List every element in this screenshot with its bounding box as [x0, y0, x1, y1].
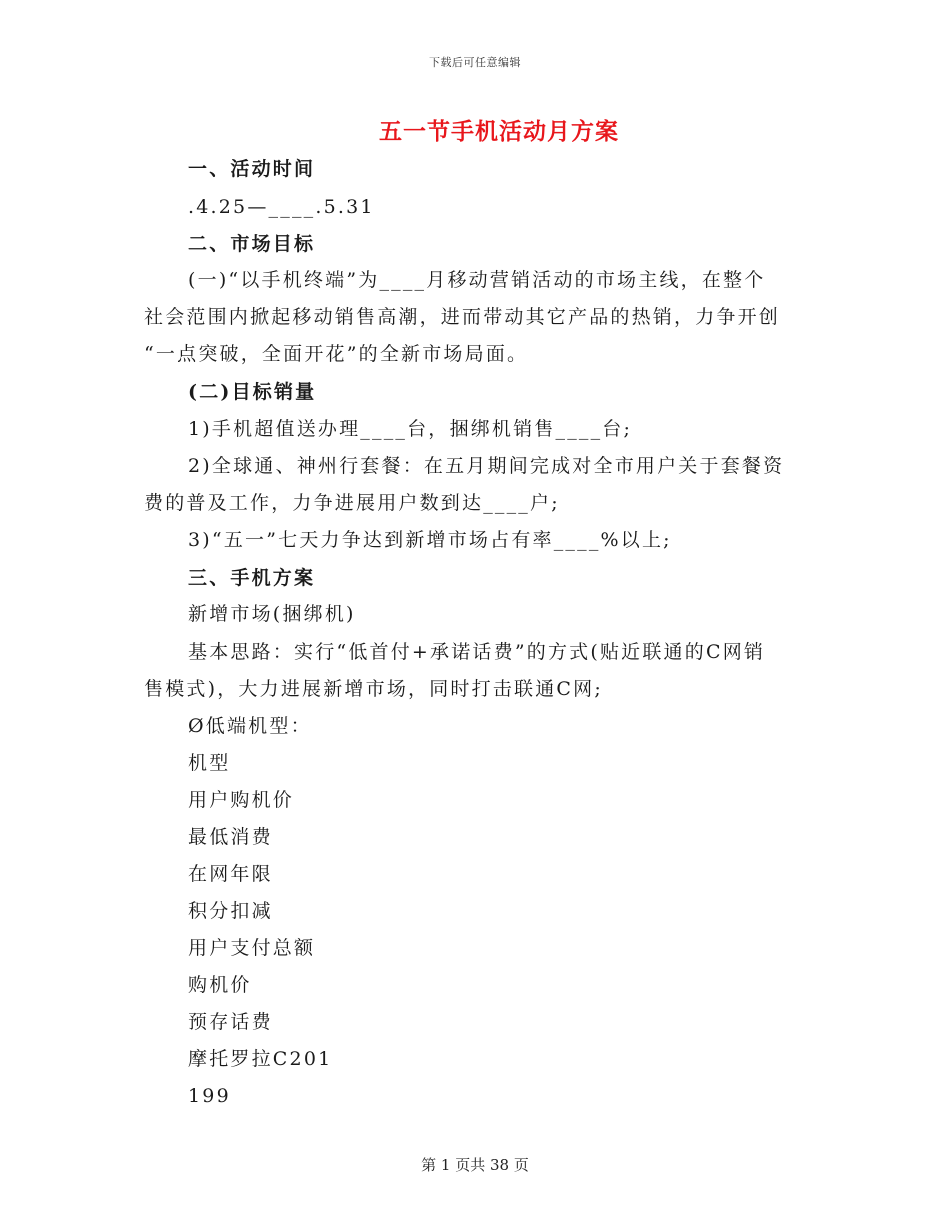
- section-heading-market-goal: 二、市场目标: [188, 233, 316, 255]
- list-item: 购机价: [188, 974, 252, 996]
- section-heading-activity-time: 一、活动时间: [188, 158, 316, 180]
- paragraph-goal-line-2: 社会范围内掀起移动销售高潮，进而带动其它产品的热销，力争开创: [144, 306, 781, 328]
- low-end-models-label: Ø低端机型：: [188, 715, 312, 737]
- paragraph-goal-line-1: (一)“以手机终端”为____月移动营销活动的市场主线，在整个: [188, 269, 766, 291]
- list-item: 最低消费: [188, 826, 273, 848]
- page-header: 下载后可任意编辑: [429, 56, 521, 69]
- new-market-label: 新增市场(捆绑机): [188, 603, 356, 625]
- sales-target-item-1: 1)手机超值送办理____台，捆绑机销售____台;: [188, 418, 633, 440]
- list-item: 积分扣减: [188, 900, 273, 922]
- sales-target-item-3: 3)“五一”七天力争达到新增市场占有率____%以上;: [188, 529, 672, 551]
- list-item: 机型: [188, 752, 231, 774]
- sales-target-item-2-line-1: 2)全球通、神州行套餐：在五月期间完成对全市用户关于套餐资: [188, 455, 785, 477]
- paragraph-goal-line-3: “一点突破，全面开花”的全新市场局面。: [144, 343, 529, 365]
- list-item: 199: [188, 1085, 231, 1107]
- basic-idea-line-2: 售模式)，大力进展新增市场，同时打击联通C网;: [144, 678, 603, 700]
- list-item: 在网年限: [188, 863, 273, 885]
- list-item: 用户支付总额: [188, 937, 316, 959]
- page-footer: 第 1 页共 38 页: [421, 1156, 529, 1174]
- sales-target-item-2-line-2: 费的普及工作，力争进展用户数到达____户;: [144, 492, 560, 514]
- section-heading-sales-target: (二)目标销量: [188, 381, 317, 403]
- list-item: 预存话费: [188, 1011, 273, 1033]
- section-heading-phone-plan: 三、手机方案: [188, 567, 316, 589]
- document-title: 五一节手机活动月方案: [379, 118, 619, 145]
- list-item: 用户购机价: [188, 789, 295, 811]
- list-item: 摩托罗拉C201: [188, 1048, 333, 1070]
- activity-date-range: .4.25—____.5.31: [188, 196, 375, 218]
- basic-idea-line-1: 基本思路：实行“低首付+承诺话费”的方式(贴近联通的C网销: [188, 641, 766, 663]
